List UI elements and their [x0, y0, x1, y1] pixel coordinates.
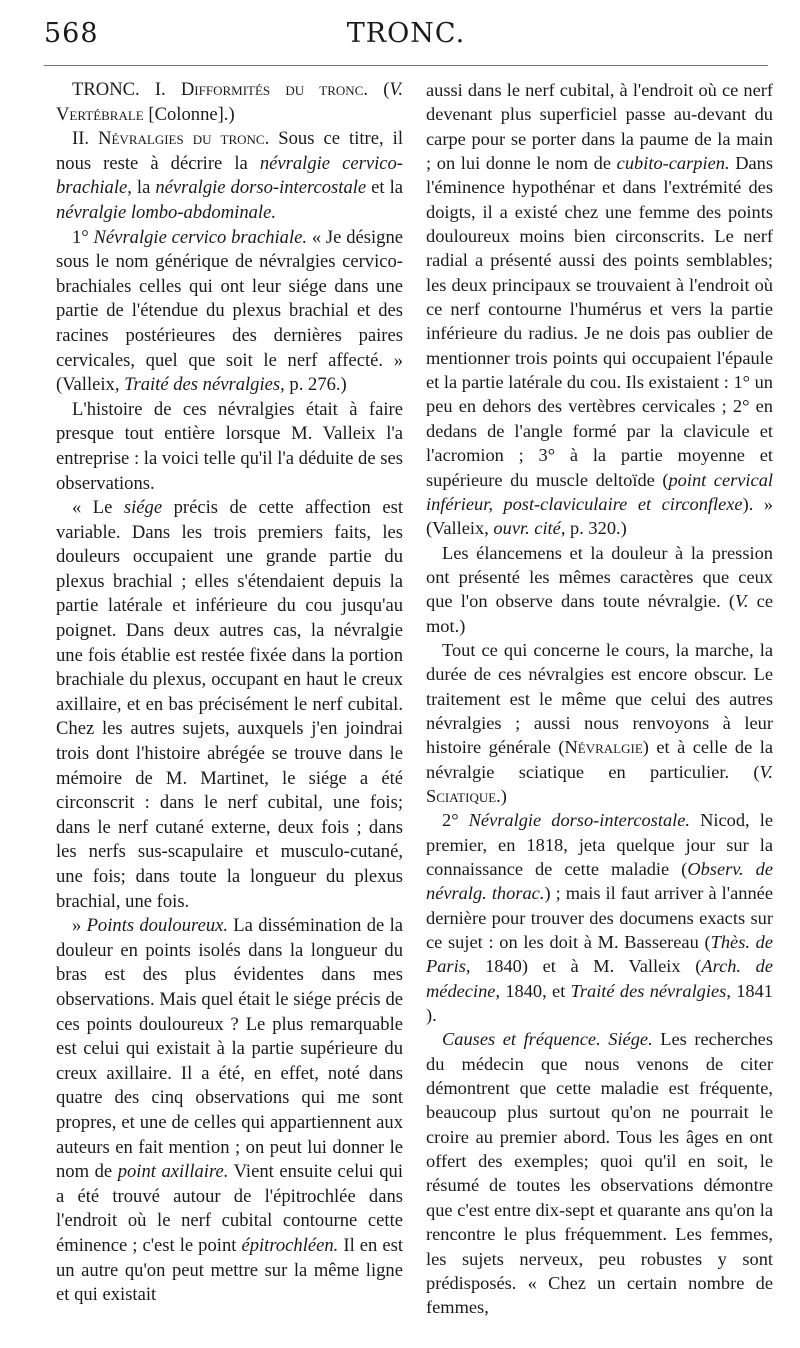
paragraph-deformities: TRONC. I. Difformités du tronc. (V. Vertébrale [Colonne].): [56, 79, 403, 125]
right-column: [426, 78, 773, 1320]
header-rule: [44, 65, 768, 66]
left-column: [56, 78, 403, 1308]
running-title: TRONC.: [346, 18, 466, 49]
paragraph-seat: « Le siége précis de cette affection est variable. Dans les trois premiers faits, les douleurs occupaient une grande partie du plexus brachial ; elles s'étendaient depuis la partie latérale et inférieure du cou jusqu'au poignet. Dans deux autres cas, la névralgie une fois établie est restée fixée dans la portion brachiale du plexus, occupant en haut le creux axillaire, et en bas précisément le nerf cubital. Chez les autres sujets, auxquels j'en joindrai trois dont l'histoire abrégée se trouve dans le mémoire de M. Martinet, le siége a été circonscrit : dans le nerf cubital, une fois; dans le nerf cutané externe, deux fois ; dans les nerfs sus-scapulaire et musculo-cutané, une fois; dans toute la longueur du plexus brachial, une fois.: [56, 497, 403, 912]
paragraph-history: L'histoire de ces névralgies était à faire presque tout entière lorsque M. Valleix l'a entreprise : la voici telle qu'il l'a déduite de ses observations.: [56, 398, 403, 494]
paragraph-cervico-brachial: 1° Névralgie cervico brachiale. « Je désigne sous le nom générique de névralgies cervico-brachiales celles qui ont leur siége dans une partie de l'étendue du plexus brachial et des racines postérieures des dernières paires cervicales, quel que soit le nerf affecté. » (Valleix, Traité des névralgies, p. 276.): [56, 226, 403, 396]
paragraph-lancinations: Les élancemens et la douleur à la pression ont présenté les mêmes caractères que ceux que l'on observe dans toute névralgie. (V. ce mot.): [426, 542, 773, 636]
paragraph-causes: Causes et fréquence. Siége. Les recherches du médecin que nous venons de citer démontrent que cette maladie est fréquente, beaucoup plus surtout qu'on ne pourrait le croire au premier abord. Tous les âges en ont offert des exemples; quoi qu'il en soit, le résumé de toutes les observations démontre que c'est entre dix-sept et quarante ans qu'on la rencontre le plus fréquemment. Les femmes, les sujets nerveux, peu robustes y sont prédisposés. « Chez un certain nombre de femmes,: [426, 1029, 773, 1318]
page-number: 568: [44, 18, 99, 49]
paragraph-ulnar-continued: aussi dans le nerf cubital, à l'endroit où ce nerf devenant plus superficiel passe au-devant du carpe pour se porter dans la paume de la main ; on lui donne le nom de cubito-carpien. Dans l'éminence hypothénar et dans l'extrémité des doigts, il a existé chez une femme des points douloureux moins bien circonscrits. Le nerf radial a présenté aussi des points semblables; les deux principaux se trouvaient à l'endroit où ce nerf contourne l'humérus et vers la partie inférieure du radius. Je ne dois pas oublier de mentionner trois points qui occupaient l'épaule et la partie latérale du cou. Ils existaient : 1° un peu en dehors des vertèbres cervicales ; 2° en dedans de l'angle formé par la clavicule et l'acromion ; 3° à la partie moyenne et supérieure du muscle deltoïde (point cervical inférieur, post-claviculaire et circonflexe). » (Valleix, ouvr. cité, p. 320.): [426, 80, 774, 539]
paragraph-dorso-intercostal: 2° Névralgie dorso-intercostale. Nicod, le premier, en 1818, jeta quelque jour sur la connaissance de cette maladie (Observ. de névralg. thorac.) ; mais il faut arriver à l'année dernière pour trouver des documens exacts sur ce sujet : on les doit à M. Bassereau (Thès. de Paris, 1840) et à M. Valleix (Arch. de médecine, 1840, et Traité des névralgies, 1841 ).: [426, 810, 774, 1026]
paragraph-neuralgias-intro: II. Névralgies du tronc. Sous ce titre, il nous reste à décrire la névralgie cervico-brachiale, la névralgie dorso-intercostale et la névralgie lombo-abdominale.: [56, 128, 403, 223]
paragraph-painful-points: » Points douloureux. La dissémination de la douleur en points isolés dans la longueur du bras est des plus évidentes dans mes observations. Mais quel était le siége précis de ces points douloureux ? Le plus remarquable est celui qui existait à la partie supérieure du creux axillaire. Il a été, en effet, noté dans quatre des cinq observations qui me sont propres, et une de celles qui appartiennent aux auteurs en fait mention ; on peut lui donner le nom de point axillaire. Vient ensuite celui qui a été trouvé autour de l'épitrochlée dans l'endroit où le nerf cubital contourne cette éminence ; c'est le point épitrochléen. Il en est un autre qu'on peut mettre sur la même ligne et qui existait: [56, 915, 403, 1306]
page-header: [44, 18, 768, 58]
paragraph-course: Tout ce qui concerne le cours, la marche, la durée de ces névralgies est encore obscur. Le traitement est le même que celui des autres névralgies ; aussi nous renvoyons à leur histoire générale (Névralgie) et à celle de la névralgie sciatique en particulier. (V. Sciatique.): [426, 639, 773, 806]
